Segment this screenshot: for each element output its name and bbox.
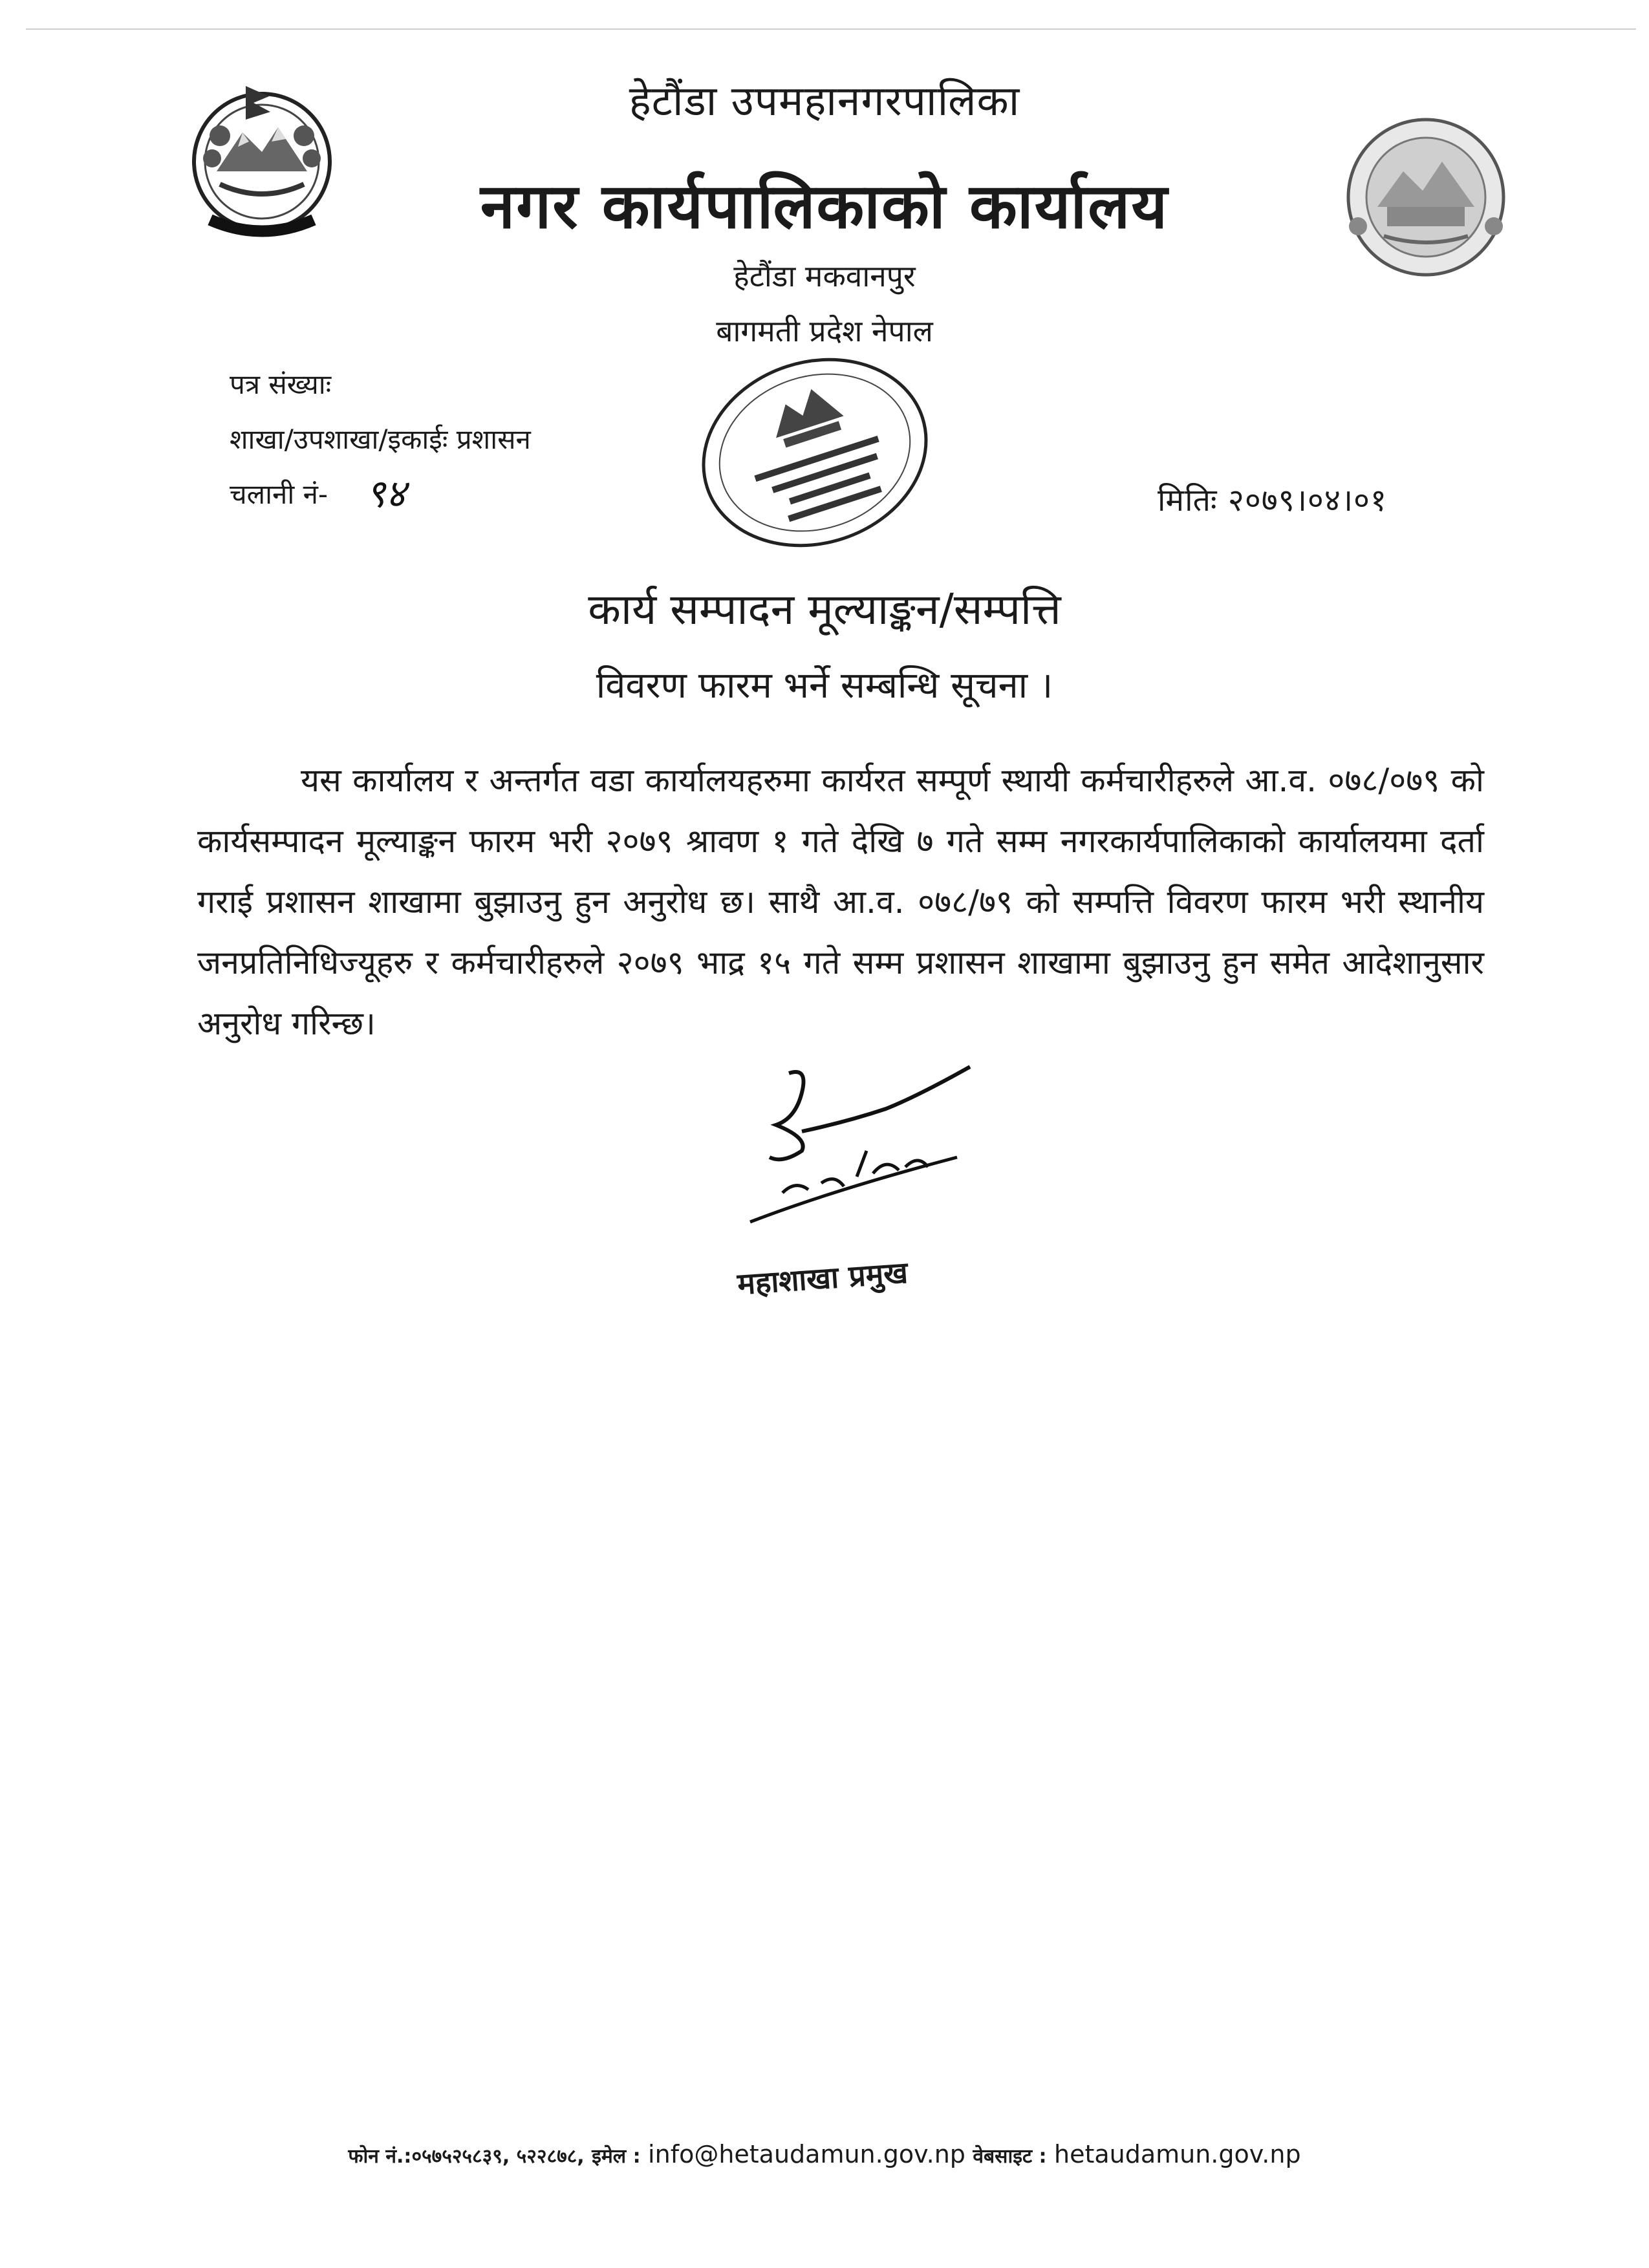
subject-line-2: विवरण फारम भर्ने सम्बन्धि सूचना । bbox=[596, 665, 1053, 707]
notice-body: यस कार्यालय र अन्तर्गत वडा कार्यालयहरुमा कार्यरत सम्पूर्ण स्थायी कर्मचारीहरुले आ.व. ०७८/०७९ को कार्यसम्पादन मूल्याङ्कन फारम भरी २०७९ श्रावण १ गते देखि ७ गते सम्म नगरकार्यपालिकाको कार्यालयमा दर्ता गराई प्रशासन शाखामा बुझाउनु हुन अनुरोध छ। साथै आ.व. ०७८/७९ को सम्पत्ति विवरण फारम भरी स्थानीय जनप्रतिनिधिज्यूहरु र कर्मचारीहरुले २०७९ भाद्र १५ गते सम्म प्रशासन शाखामा बुझाउनु हुन समेत आदेशानुसार अनुरोध गरिन्छ। bbox=[197, 762, 1484, 1042]
dispatch-number-handwritten: ९४ bbox=[365, 471, 406, 517]
email-link[interactable]: info@hetaudamun.gov.np bbox=[648, 2140, 965, 2168]
website-label: वेबसाइट : bbox=[973, 2145, 1047, 2168]
letter-number-label: पत्र संख्याः bbox=[230, 369, 332, 400]
phone-label: फोन नं.: bbox=[348, 2145, 412, 2168]
phone-value: ०५७५२५८३९, ५२२८७८, bbox=[411, 2145, 585, 2168]
dispatch-number-label: चलानी नं- bbox=[230, 478, 329, 510]
email-label: इमेल : bbox=[592, 2145, 641, 2168]
address-line-1: हेटौंडा मकवानपुर bbox=[733, 259, 916, 294]
website-link[interactable]: hetaudamun.gov.np bbox=[1053, 2140, 1301, 2168]
handwritten-signature bbox=[705, 1060, 1015, 1248]
office-seal-stamp bbox=[673, 336, 957, 569]
footer-contact bbox=[0, 2140, 1649, 2168]
top-border-line bbox=[26, 28, 1636, 30]
subject-line-1: कार्य सम्पादन मूल्याङ्कन/सम्पत्ति bbox=[588, 584, 1061, 634]
branch-label: शाखा/उपशाखा/इकाईः प्रशासन bbox=[230, 423, 531, 455]
address-line-2: बागमती प्रदेश नेपाल bbox=[716, 314, 933, 348]
letter-date: मितिः २०७९।०४।०१ bbox=[1158, 482, 1387, 519]
org-subtitle: हेटौंडा उपमहानगरपालिका bbox=[629, 78, 1020, 125]
org-title: नगर कार्यपालिकाको कार्यालय bbox=[480, 170, 1169, 242]
signatory-title: महाशाखा प्रमुख bbox=[736, 1254, 909, 1302]
